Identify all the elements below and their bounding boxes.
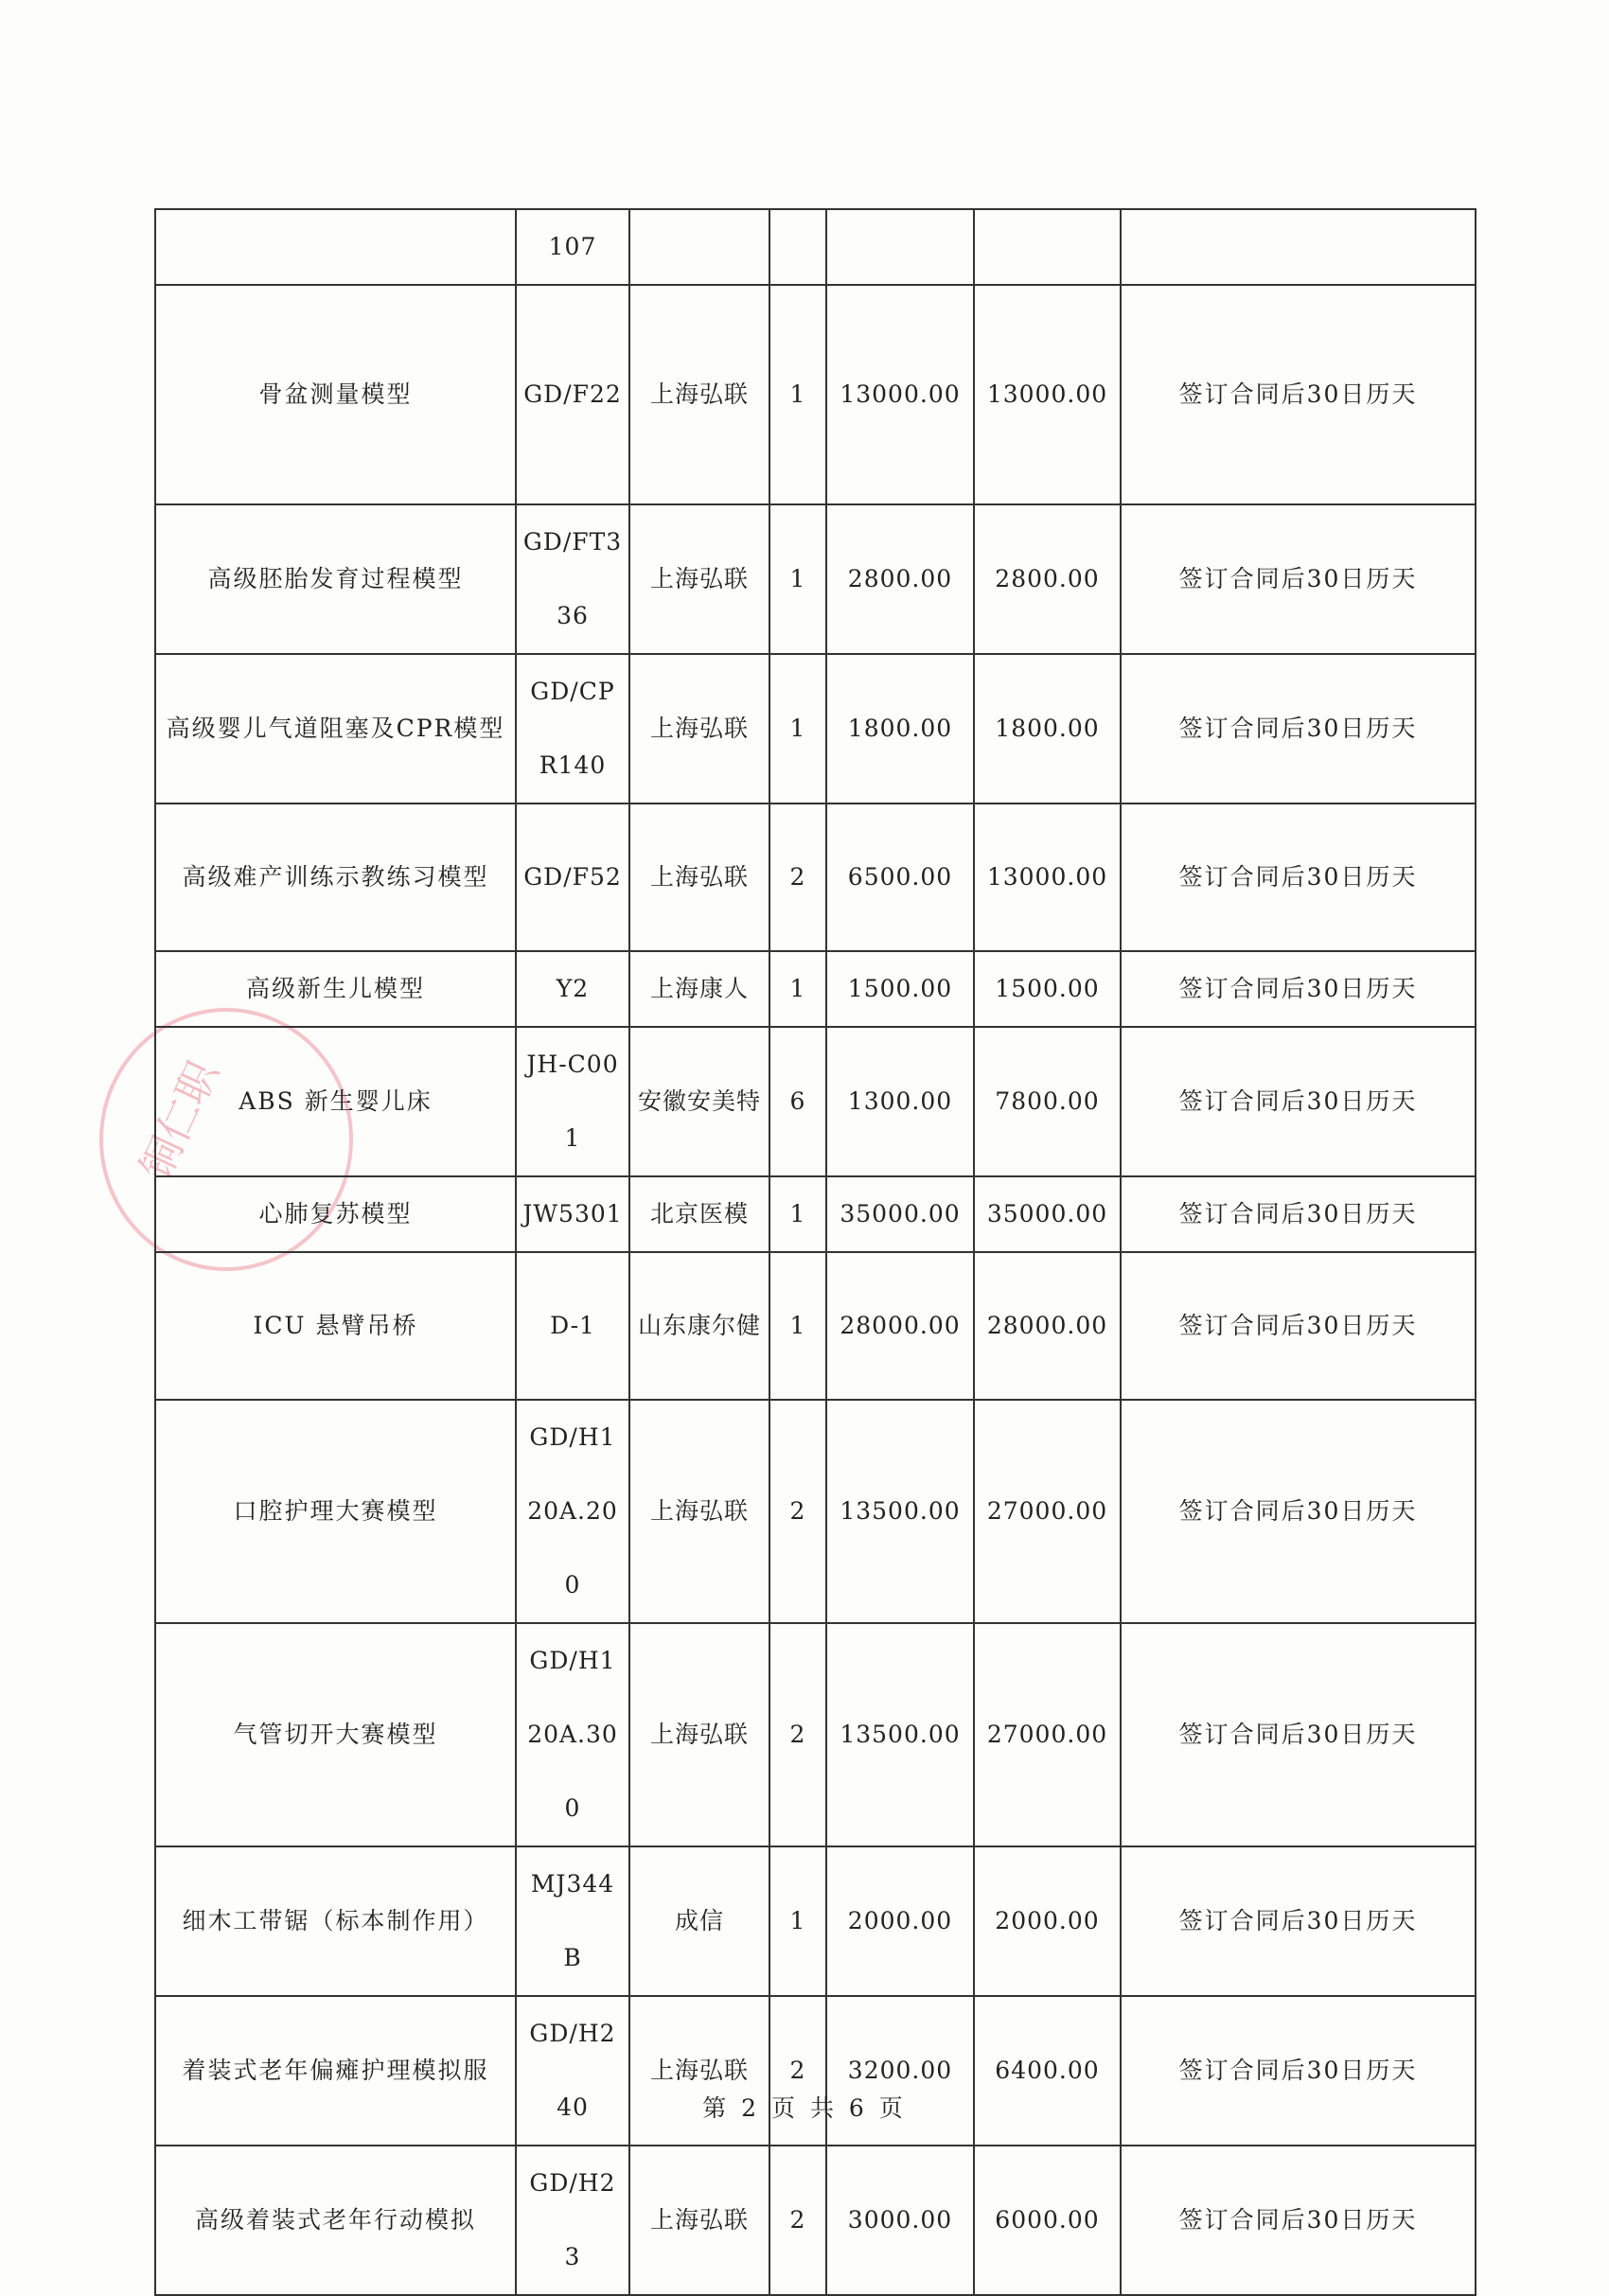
item-name-cell: 高级着装式老年行动模拟	[155, 2146, 516, 2295]
item-name-cell: 心肺复苏模型	[155, 1176, 516, 1252]
total-price-cell: 1800.00	[974, 654, 1121, 804]
delivery-time-cell: 签订合同后30日历天	[1121, 1400, 1476, 1623]
delivery-time-cell: 签订合同后30日历天	[1121, 1027, 1476, 1176]
total-price-cell: 2800.00	[974, 504, 1121, 654]
model-cell: GD/F22	[516, 285, 629, 504]
unit-price-cell: 13500.00	[826, 1400, 974, 1623]
delivery-time-cell: 签订合同后30日历天	[1121, 504, 1476, 654]
manufacturer-cell: 上海弘联	[629, 654, 769, 804]
unit-price-cell: 13000.00	[826, 285, 974, 504]
total-price-cell: 35000.00	[974, 1176, 1121, 1252]
manufacturer-cell: 成信	[629, 1846, 769, 1996]
manufacturer-cell: 上海弘联	[629, 504, 769, 654]
quantity-cell: 1	[769, 1176, 826, 1252]
model-cell: GD/H120A.200	[516, 1400, 629, 1623]
total-price-cell: 2000.00	[974, 1846, 1121, 1996]
quantity-cell: 1	[769, 654, 826, 804]
quantity-cell: 2	[769, 1623, 826, 1846]
item-name-cell: 气管切开大赛模型	[155, 1623, 516, 1846]
table-row	[155, 2146, 1476, 2295]
total-price-cell: 27000.00	[974, 1400, 1121, 1623]
quantity-cell: 2	[769, 804, 826, 951]
total-price-cell: 6000.00	[974, 2146, 1121, 2295]
unit-price-cell: 3000.00	[826, 2146, 974, 2295]
table-row	[155, 951, 1476, 1027]
total-price-cell: 13000.00	[974, 285, 1121, 504]
model-cell: GD/F52	[516, 804, 629, 951]
manufacturer-cell: 上海弘联	[629, 2146, 769, 2295]
unit-price-cell: 2000.00	[826, 1846, 974, 1996]
item-name-cell: ABS 新生婴儿床	[155, 1027, 516, 1176]
delivery-time-cell: 签订合同后30日历天	[1121, 1176, 1476, 1252]
total-price-cell: 1500.00	[974, 951, 1121, 1027]
total-price-cell: 7800.00	[974, 1027, 1121, 1176]
unit-price-cell: 1500.00	[826, 951, 974, 1027]
delivery-time-cell: 签订合同后30日历天	[1121, 1623, 1476, 1846]
delivery-time-cell: 签订合同后30日历天	[1121, 285, 1476, 504]
table-row	[155, 1027, 1476, 1176]
delivery-time-cell: 签订合同后30日历天	[1121, 1252, 1476, 1400]
model-cell: GD/H240	[516, 1996, 629, 2146]
unit-price-cell: 3200.00	[826, 1996, 974, 2146]
manufacturer-cell: 山东康尔健	[629, 1252, 769, 1400]
manufacturer-cell: 上海弘联	[629, 1623, 769, 1846]
table-row	[155, 209, 1476, 285]
unit-price-cell: 1800.00	[826, 654, 974, 804]
item-name-cell: 高级婴儿气道阻塞及CPR模型	[155, 654, 516, 804]
quantity-cell: 2	[769, 1400, 826, 1623]
unit-price-cell: 13500.00	[826, 1623, 974, 1846]
model-cell: 107	[516, 209, 629, 285]
total-price-cell: 28000.00	[974, 1252, 1121, 1400]
delivery-time-cell: 签订合同后30日历天	[1121, 1846, 1476, 1996]
manufacturer-cell: 上海弘联	[629, 804, 769, 951]
total-price-cell: 6400.00	[974, 1996, 1121, 2146]
page-number: 第 2 页 共 6 页	[702, 2094, 907, 2122]
quantity-cell: 1	[769, 1252, 826, 1400]
quantity-cell: 2	[769, 2146, 826, 2295]
item-name-cell: 高级难产训练示教练习模型	[155, 804, 516, 951]
delivery-time-cell: 签订合同后30日历天	[1121, 951, 1476, 1027]
table-row	[155, 1176, 1476, 1252]
total-price-cell: 27000.00	[974, 1623, 1121, 1846]
delivery-time-cell: 签订合同后30日历天	[1121, 2146, 1476, 2295]
item-name-cell: ICU 悬臂吊桥	[155, 1252, 516, 1400]
unit-price-cell: 28000.00	[826, 1252, 974, 1400]
table-row	[155, 1623, 1476, 1846]
manufacturer-cell: 上海康人	[629, 951, 769, 1027]
item-name-cell: 骨盆测量模型	[155, 285, 516, 504]
unit-price-cell: 35000.00	[826, 1176, 974, 1252]
model-cell: D-1	[516, 1252, 629, 1400]
table-row	[155, 504, 1476, 654]
model-cell: GD/H23	[516, 2146, 629, 2295]
quantity-cell: 6	[769, 1027, 826, 1176]
manufacturer-cell: 安徽安美特	[629, 1027, 769, 1176]
quantity-cell: 1	[769, 1846, 826, 1996]
model-cell: GD/H120A.300	[516, 1623, 629, 1846]
unit-price-cell: 2800.00	[826, 504, 974, 654]
quantity-cell: 1	[769, 285, 826, 504]
table-row	[155, 1846, 1476, 1996]
delivery-time-cell: 签订合同后30日历天	[1121, 804, 1476, 951]
manufacturer-cell: 上海弘联	[629, 1996, 769, 2146]
table-row	[155, 1252, 1476, 1400]
item-name-cell: 口腔护理大赛模型	[155, 1400, 516, 1623]
model-cell: JH-C001	[516, 1027, 629, 1176]
unit-price-cell: 6500.00	[826, 804, 974, 951]
item-name-cell: 高级新生儿模型	[155, 951, 516, 1027]
model-cell: JW5301	[516, 1176, 629, 1252]
item-name-cell: 高级胚胎发育过程模型	[155, 504, 516, 654]
manufacturer-cell: 上海弘联	[629, 285, 769, 504]
model-cell: GD/CPR140	[516, 654, 629, 804]
table-row	[155, 1400, 1476, 1623]
equipment-table	[154, 208, 1476, 2296]
unit-price-cell: 1300.00	[826, 1027, 974, 1176]
table-row	[155, 804, 1476, 951]
delivery-time-cell: 签订合同后30日历天	[1121, 654, 1476, 804]
item-name-cell: 着装式老年偏瘫护理模拟服	[155, 1996, 516, 2146]
total-price-cell: 13000.00	[974, 804, 1121, 951]
table-row	[155, 285, 1476, 504]
model-cell: GD/FT336	[516, 504, 629, 654]
seal-text: 铜仁职	[132, 1053, 229, 1188]
quantity-cell: 2	[769, 1996, 826, 2146]
model-cell: MJ344B	[516, 1846, 629, 1996]
quantity-cell: 1	[769, 504, 826, 654]
manufacturer-cell: 上海弘联	[629, 1400, 769, 1623]
item-name-cell: 细木工带锯（标本制作用）	[155, 1846, 516, 1996]
delivery-time-cell: 签订合同后30日历天	[1121, 1996, 1476, 2146]
model-cell: Y2	[516, 951, 629, 1027]
quantity-cell: 1	[769, 951, 826, 1027]
manufacturer-cell: 北京医模	[629, 1176, 769, 1252]
table-row	[155, 654, 1476, 804]
